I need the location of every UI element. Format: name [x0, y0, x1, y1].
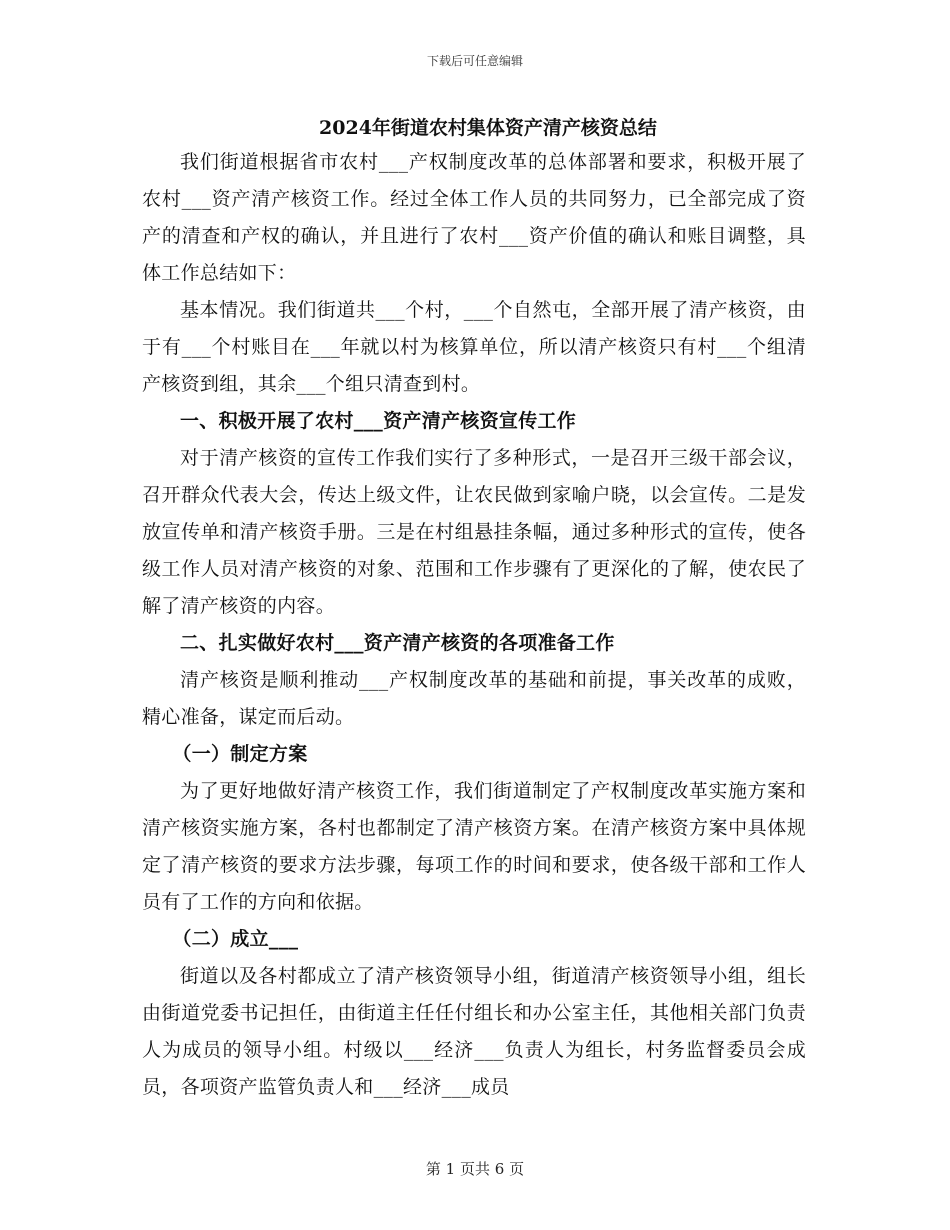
- section-heading-1: 一、积极开展了农村___资产清产核资宣传工作: [180, 410, 577, 432]
- paragraph-leadership-group: 街道以及各村都成立了清产核资领导小组，街道清产核资领导小组，组长由街道党委书记担任，由街道主任任付组长和办公室主任，其他相关部门负责人为成员的领导小组。村级以___经济___负责人为组长，村务监督委员会成员，各项资产监管负责人和___经济___成员: [142, 965, 806, 1098]
- section-heading-2: 二、扎实做好农村___资产清产核资的各项准备工作: [180, 632, 615, 654]
- header-note: 下载后可任意编辑: [426, 54, 523, 68]
- subsection-heading-2: （二）成立___: [172, 928, 299, 950]
- paragraph-basic-situation: 基本情况。我们街道共___个村，___个自然屯，全部开展了清产核资，由于有___个村账目在___年就以村为核算单位，所以清产核资只有村___个组清产核资到组，其余___个组只清查到村。: [142, 299, 806, 395]
- paragraph-plan: 为了更好地做好清产核资工作，我们街道制定了产权制度改革实施方案和清产核资实施方案，各村也都制定了清产核资方案。在清产核资方案中具体规定了清产核资的要求方法步骤，每项工作的时间和要求，使各级干部和工作人员有了工作的方向和依据。: [142, 780, 806, 913]
- document-body: [142, 112, 806, 1106]
- subsection-heading-1: （一）制定方案: [172, 743, 308, 765]
- page-number: 第 1 页共 6 页: [425, 1160, 525, 1178]
- paragraph-publicity: 对于清产核资的宣传工作我们实行了多种形式，一是召开三级干部会议，召开群众代表大会，传达上级文件，让农民做到家喻户晓，以会宣传。二是发放宣传单和清产核资手册。三是在村组悬挂条幅，通过多种形式的宣传，使各级工作人员对清产核资的对象、范围和工作步骤有了更深化的了解，使农民了解了清产核资的内容。: [142, 447, 806, 617]
- paragraph-intro: 我们街道根据省市农村___产权制度改革的总体部署和要求，积极开展了农村___资产清产核资工作。经过全体工作人员的共同努力，已全部完成了资产的清查和产权的确认，并且进行了农村___资产价值的确认和账目调整，具体工作总结如下：: [142, 151, 806, 284]
- paragraph-preparation: 清产核资是顺利推动___产权制度改革的基础和前提，事关改革的成败，精心准备，谋定而后动。: [142, 669, 806, 728]
- document-title: 2024年街道农村集体资产清产核资总结: [319, 117, 657, 139]
